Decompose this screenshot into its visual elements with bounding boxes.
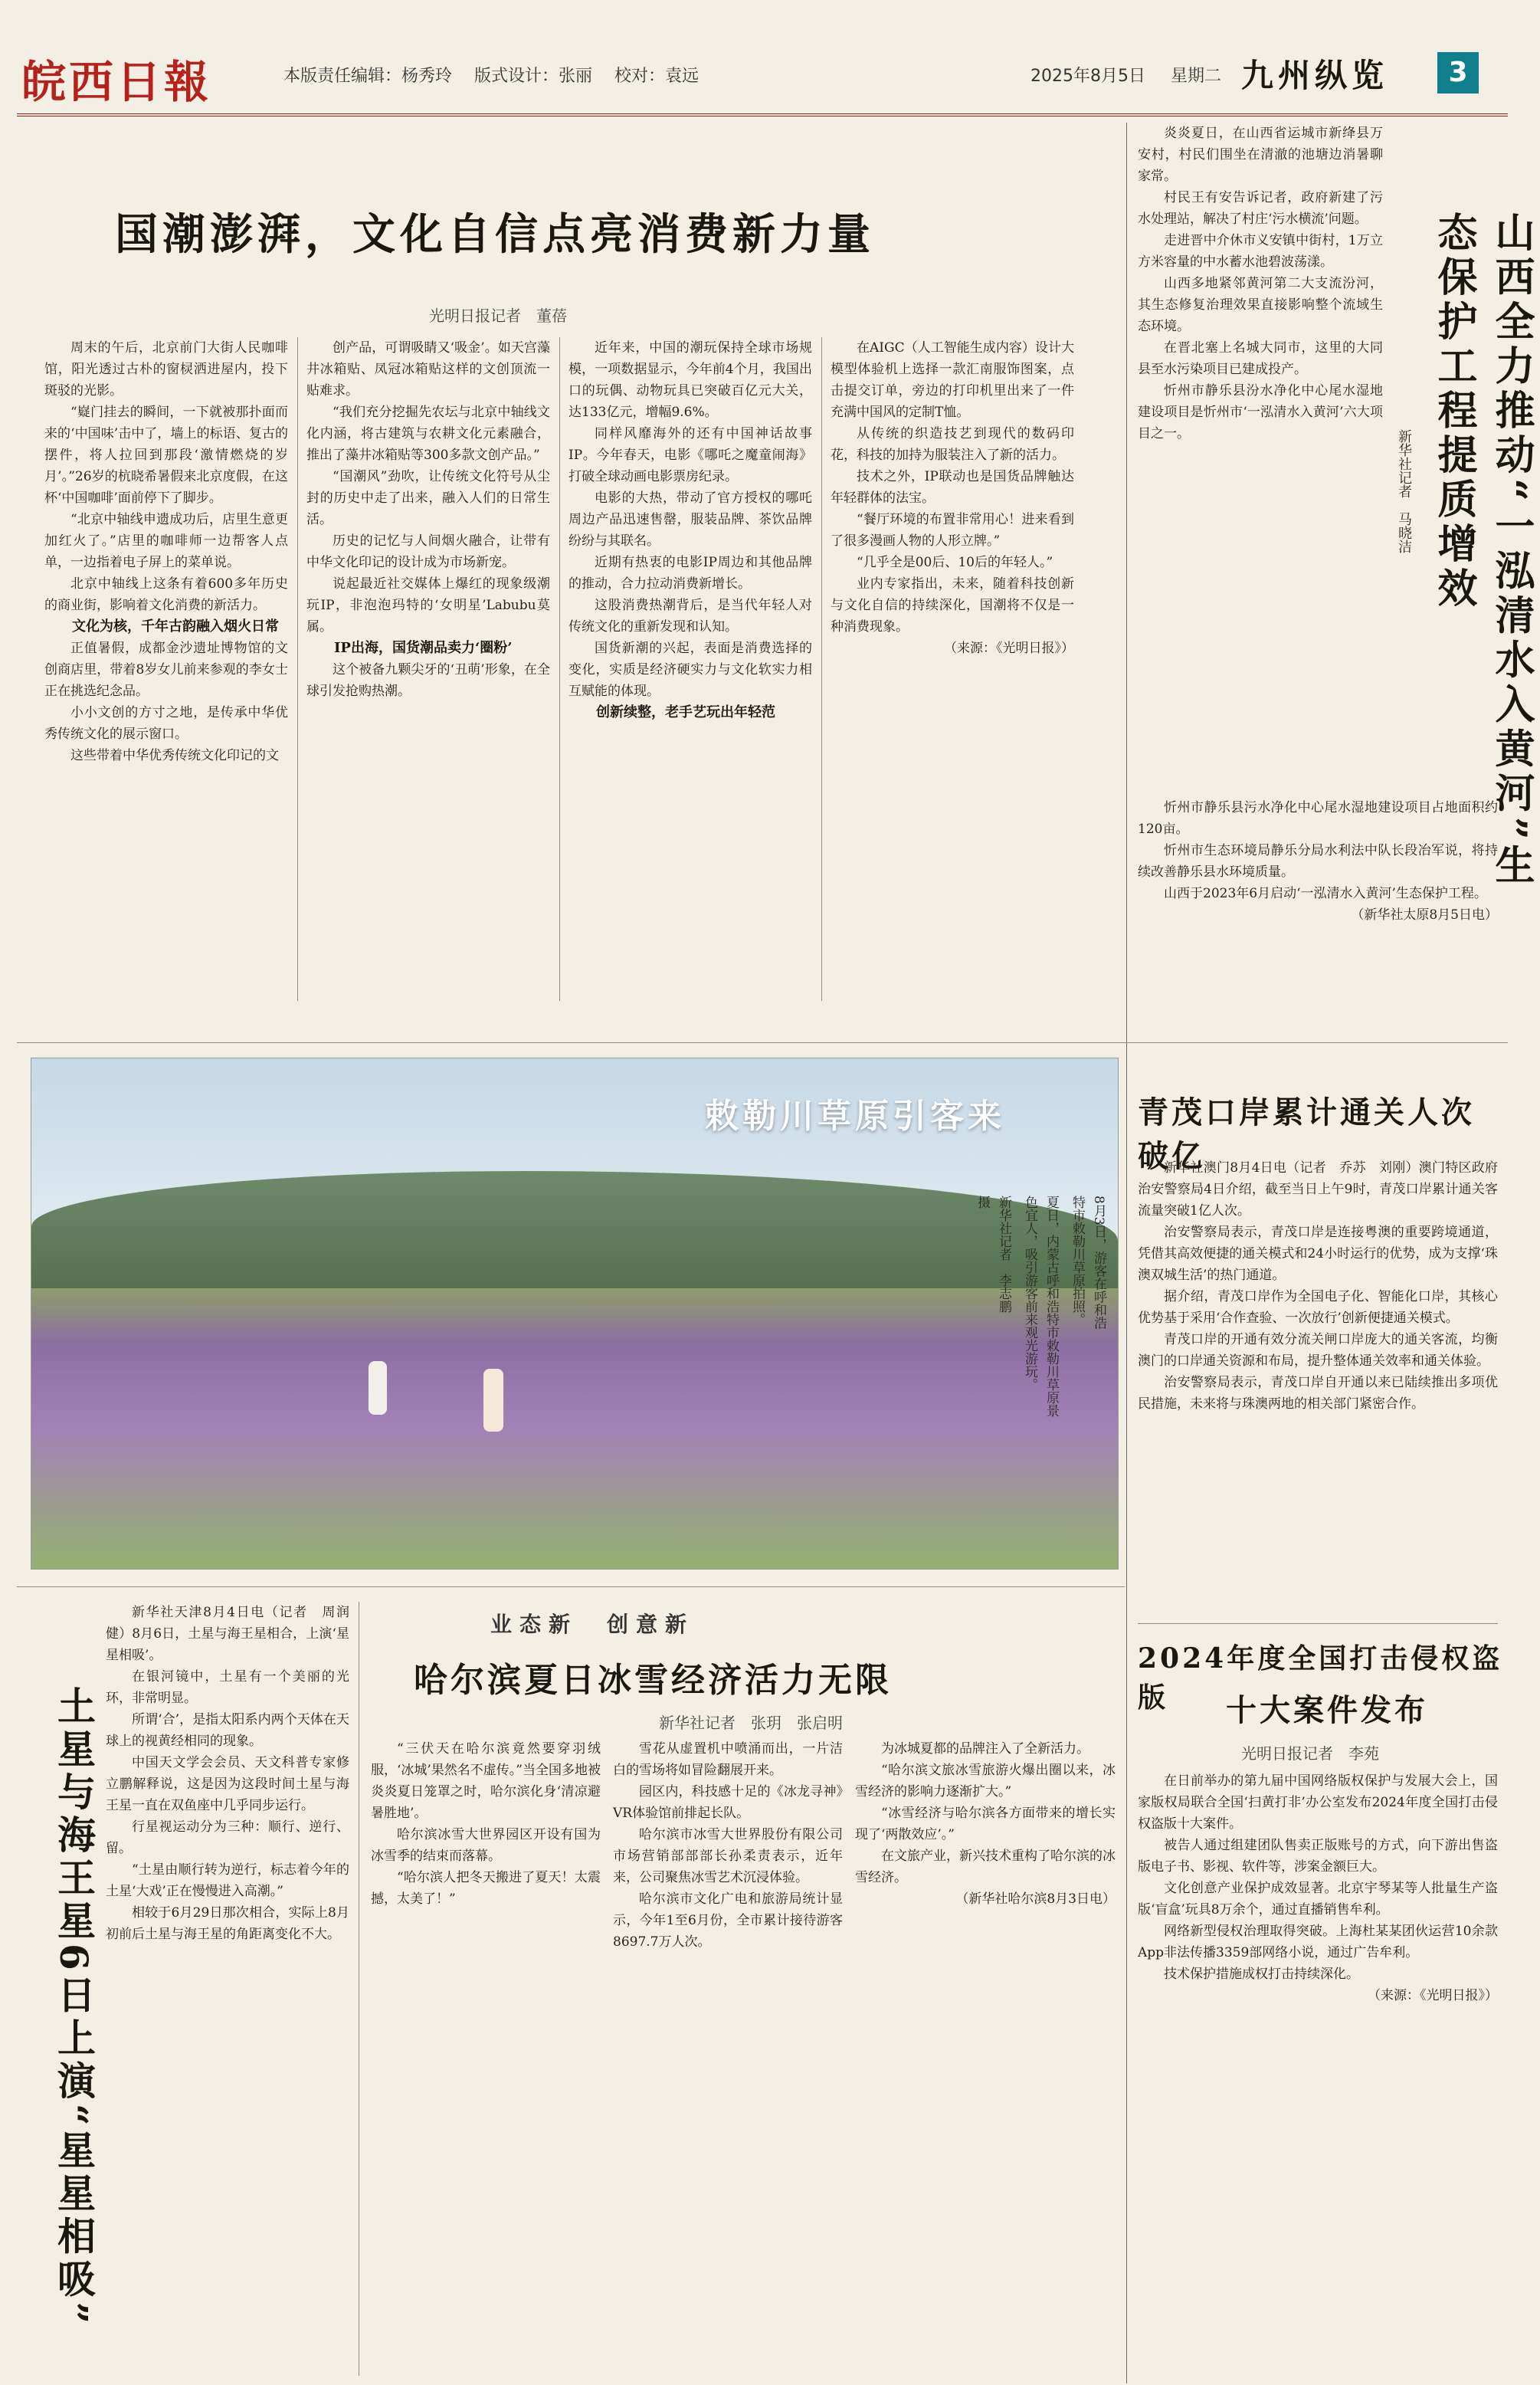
paragraph: 近期有热衷的电影IP周边和其他品牌的推动，合力拉动消费新增长。 bbox=[568, 555, 812, 592]
saturn-body bbox=[106, 1602, 349, 2376]
paragraph: 网络新型侵权治理取得突破。上海杜某某团伙运营10余款App非法传播3359部网络小说，通过广告牟利。 bbox=[1138, 1924, 1498, 1960]
paragraph: “冰雪经济与哈尔滨各方面带来的增长实现了‘两散效应’。” bbox=[855, 1806, 1116, 1842]
paragraph: 正值暑假，成都金沙遗址博物馆的文创商店里，带着8岁女儿前来参观的李女士正在挑选纪念品。 bbox=[44, 641, 288, 699]
paragraph: 小小文创的方寸之地，是传承中华优秀传统文化的展示窗口。 bbox=[44, 705, 288, 742]
photo-caption bbox=[972, 1196, 1109, 1471]
paragraph: 在日前举办的第九届中国网络版权保护与发展大会上，国家版权局联合全国‘扫黄打非’办公室发布2024年度全国打击侵权盗版十大案件。 bbox=[1138, 1773, 1498, 1832]
paragraph: “国潮风”劲吹，让传统文化符号从尘封的历史中走了出来，融入人们的日常生活。 bbox=[306, 469, 550, 527]
paragraph: 技术之外，IP联动也是国货品牌触达年轻群体的法宝。 bbox=[831, 469, 1074, 506]
paragraph: 北京中轴线上这条有着600多年历史的商业街，影响着文化消费的新活力。 bbox=[44, 576, 288, 613]
paragraph: 雪花从虚置机中喷涌而出，一片洁白的雪场将如冒险翻展开来。 bbox=[613, 1741, 843, 1778]
paragraph: 忻州市静乐县汾水净化中心尾水湿地建设项目是忻州市‘一泓清水入黄河’六大项目之一。 bbox=[1138, 383, 1383, 441]
paragraph: 国货新潮的兴起，表面是消费选择的变化，实质是经济硬实力与文化软实力相互赋能的体现。 bbox=[568, 641, 812, 699]
paragraph: 哈尔滨市冰雪大世界股份有限公司市场营销部部部长孙柔责表示，近年来，公司聚焦冰雪艺术沉浸体验。 bbox=[613, 1827, 843, 1885]
layout-credit: 版式设计：张丽 bbox=[474, 67, 593, 86]
paragraph: 在文旅产业，新兴技术重构了哈尔滨的冰雪经济。 bbox=[855, 1849, 1116, 1885]
paragraph: 从传统的织造技艺到现代的数码印花，科技的加持为服装注入了新的活力。 bbox=[831, 426, 1074, 463]
paragraph: 忻州市静乐县污水净化中心尾水湿地建设项目占地面积约120亩。 bbox=[1138, 800, 1498, 837]
paragraph: 业内专家指出，未来，随着科技创新与文化自信的持续深化，国潮将不仅是一种消费现象。 bbox=[831, 576, 1074, 635]
qingmao-headline: 青茂口岸累计通关人次破亿 bbox=[1138, 1094, 1475, 1174]
paragraph: 为冰城夏都的品牌注入了全新活力。 bbox=[881, 1741, 1089, 1757]
lead-byline: 光明日报记者 董蓓 bbox=[429, 307, 567, 325]
paragraph: 忻州市生态环境局静乐分局水利法中队长段冶军说，将持续改善静乐县水环境质量。 bbox=[1138, 843, 1498, 880]
shanxi-column-1 bbox=[1138, 123, 1383, 797]
paragraph: “哈尔滨人把冬天搬进了夏天！太震撼，太美了！” bbox=[371, 1870, 601, 1907]
column-divider bbox=[559, 337, 560, 1001]
paragraph: 哈尔滨冰雪大世界园区开设有国为冰雪季的结束而落幕。 bbox=[371, 1827, 601, 1864]
paragraph: 治安警察局表示，青茂口岸是连接粤澳的重要跨境通道，凭借其高效便捷的通关模式和24小时运行的优势，成为支撑‘珠澳双城生活’的热门通道。 bbox=[1138, 1225, 1498, 1283]
paragraph: 文化创意产业保护成效显著。北京宇琴某等人批量生产盗版‘盲盒’玩具8万余个，通过直播销售牟利。 bbox=[1138, 1881, 1498, 1918]
paragraph: 治安警察局表示，青茂口岸自开通以来已陆续推出多项优民措施，未来将与珠澳两地的相关部门紧密合作。 bbox=[1138, 1375, 1498, 1412]
paragraph: 在银河镜中，土星有一个美丽的光环，非常明显。 bbox=[106, 1669, 349, 1706]
harbin-column-2 bbox=[613, 1738, 843, 2374]
saturn-headline: 土星与海王星6日上演“星星相吸” bbox=[51, 1686, 97, 2329]
horizontal-rule bbox=[17, 1586, 1125, 1587]
column-divider bbox=[821, 337, 822, 1001]
shanxi-byline: 新华社记者 马晓洁 bbox=[1396, 429, 1412, 553]
issue-date: 2025年8月5日 bbox=[1030, 67, 1145, 86]
lead-column-1 bbox=[44, 337, 288, 1001]
section-name: 九州纵览 bbox=[1241, 57, 1389, 94]
paragraph: 新华社天津8月4日电（记者 周润健）8月6日，土星与海王星相合，上演‘星星相吸’。 bbox=[106, 1605, 349, 1663]
piracy-headline-line-2: 十大案件发布 bbox=[1226, 1692, 1428, 1728]
paragraph: 这股消费热潮背后，是当代年轻人对传统文化的重新发现和认知。 bbox=[568, 598, 812, 635]
paragraph: 行星视运动分为三种：顺行、逆行、留。 bbox=[106, 1819, 349, 1856]
paragraph: “三伏天在哈尔滨竟然要穿羽绒服，‘冰城’果然名不虚传。”当全国多地被炎炎夏日笼罩之时，哈尔滨化身‘清凉避暑胜地’。 bbox=[371, 1741, 601, 1821]
subhead: 创新续整，老手艺玩出年轻范 bbox=[596, 704, 775, 720]
proofread-credit: 校对：袁远 bbox=[614, 67, 700, 86]
caption-line: 夏日，内蒙古呼和浩特市敕勒川草原景色宜人，吸引游客前来观光游玩。 bbox=[1022, 1196, 1059, 1417]
paragraph: 创产品，可谓吸睛又‘吸金’。如天宫藻井冰箱贴、凤冠冰箱贴这样的文创顶流一贴难求。 bbox=[306, 340, 550, 399]
harbin-headline: 哈尔滨夏日冰雪经济活力无限 bbox=[414, 1661, 892, 1700]
paragraph: 相较于6月29日那次相合，实际上8月初前后土星与海王星的角距离变化不大。 bbox=[106, 1905, 349, 1942]
subhead: 文化为核，千年古韵融入烟火日常 bbox=[72, 618, 279, 635]
paragraph: 说起最近社交媒体上爆红的现象级潮玩IP，非泡泡玛特的‘女明星’Labubu莫属。 bbox=[306, 576, 550, 635]
lead-column-3 bbox=[568, 337, 812, 1001]
person-figure bbox=[483, 1369, 503, 1432]
paragraph: 中国天文学会会员、天文科普专家修立鹏解释说，这是因为这段时间土星与海王星一直在双鱼座中几乎同步运行。 bbox=[106, 1755, 349, 1813]
photo-flower-field bbox=[31, 1288, 1118, 1569]
lead-headline: 国潮澎湃，文化自信点亮消费新力量 bbox=[115, 209, 875, 260]
paragraph: 近年来，中国的潮玩保持全球市场规模，一项数据显示，今年前4个月，我国出口的玩偶、动物玩具已突破百亿元大关，达133亿元，增幅9.6%。 bbox=[568, 340, 812, 420]
issue-weekday: 星期二 bbox=[1170, 67, 1221, 86]
dateline bbox=[1030, 63, 1241, 87]
paragraph: 在晋北塞上名城大同市，这里的大同县至水污染项目已建成投产。 bbox=[1138, 340, 1383, 377]
piracy-headline-line-1: 2024年度全国打击侵权盗版 bbox=[1138, 1642, 1503, 1714]
paragraph: 这些带着中华优秀传统文化印记的文 bbox=[70, 748, 279, 763]
page-number-badge: 3 bbox=[1437, 52, 1479, 93]
paragraph: 山西于2023年6月启动‘一泓清水入黄河’生态保护工程。 bbox=[1164, 886, 1487, 901]
person-figure bbox=[369, 1361, 387, 1415]
source-note: （新华社哈尔滨8月3日电） bbox=[955, 1891, 1116, 1907]
paragraph: 在AIGC（人工智能生成内容）设计大模型体验机上选择一款汇南服饰图案，点击提交订单，旁边的打印机里出来了一件充满中国风的定制T恤。 bbox=[831, 340, 1074, 420]
lead-column-4 bbox=[831, 337, 1074, 1001]
region-divider bbox=[1126, 123, 1127, 2383]
column-divider bbox=[297, 337, 298, 1001]
qingmao-body bbox=[1138, 1157, 1498, 1609]
editor-credit: 本版责任编辑：杨秀玲 bbox=[283, 67, 453, 86]
paragraph: 据介绍，青茂口岸作为全国电子化、智能化口岸，其核心优势基于采用‘合作查验、一次放行’创新便捷通关模式。 bbox=[1138, 1289, 1498, 1326]
harbin-kicker: 业态新 创意新 bbox=[490, 1612, 695, 1637]
paragraph: “我们充分挖掘先农坛与北京中轴线文化内涵，将古建筑与农耕文化元素融合，推出了藻井冰箱贴等300多款文创产品。” bbox=[306, 405, 550, 463]
photo-headline: 敕勒川草原引客来 bbox=[705, 1097, 1005, 1136]
horizontal-rule bbox=[17, 1042, 1508, 1043]
paragraph: 村民王有安告诉记者，政府新建了污水处理站，解决了村庄‘污水横流’问题。 bbox=[1138, 190, 1383, 227]
paragraph: 山西多地紧邻黄河第二大支流汾河，其生态修复治理效果直接影响整个流域生态环境。 bbox=[1138, 276, 1383, 334]
paragraph: 技术保护措施成权打击持续深化。 bbox=[1164, 1967, 1359, 1982]
shanxi-headline: 山西全力推动“一泓清水入黄河”生态保护工程提质增效 bbox=[1430, 212, 1535, 889]
subhead: IP出海，国货潮品卖力‘圈粉’ bbox=[334, 640, 513, 656]
paragraph: “餐厅环境的布置非常用心！进来看到了很多漫画人物的人形立牌。” bbox=[831, 512, 1074, 549]
harbin-column-1 bbox=[371, 1738, 601, 2374]
source-note: （新华社太原8月5日电） bbox=[1351, 907, 1498, 923]
caption-credit: 新华社记者 李志鹏 摄 bbox=[975, 1196, 1011, 1326]
caption-line: 8月3日，游客在呼和浩特市敕勒川草原拍照。 bbox=[1070, 1196, 1106, 1330]
piracy-byline: 光明日报记者 李苑 bbox=[1241, 1744, 1379, 1763]
source-note: （来源：《光明日报》） bbox=[944, 641, 1074, 656]
paragraph: 炎炎夏日，在山西省运城市新绛县万安村，村民们围坐在清澈的池塘边消暑聊家常。 bbox=[1138, 126, 1383, 184]
paragraph: 哈尔滨市文化广电和旅游局统计显示，今年1至6月份，全市累计接待游客8697.7万人次。 bbox=[613, 1891, 843, 1950]
paragraph: 历史的记忆与人间烟火融合，让带有中华文化印记的设计成为市场新宠。 bbox=[306, 533, 550, 570]
harbin-column-3 bbox=[855, 1738, 1116, 2374]
paragraph: 周末的午后，北京前门大街人民咖啡馆，阳光透过古朴的窗棂洒进屋内，投下斑驳的光影。 bbox=[44, 340, 288, 399]
paragraph: 电影的大热，带动了官方授权的哪吒周边产品迅速售罄，服装品牌、茶饮品牌纷纷与其联名。 bbox=[568, 490, 812, 549]
paragraph: “嶷门挂去的瞬间，一下就被那扑面而来的‘中国味’击中了，墙上的标语、复古的摆件，将人拉回到那段‘激情燃烧的岁月’。”26岁的杭晓希暑假来北京度假，在这杯‘中国咖啡’面前停下了脚步。 bbox=[44, 405, 288, 506]
paragraph: “土星由顺行转为逆行，标志着今年的土星‘大戏’正在慢慢进入高潮。” bbox=[106, 1862, 349, 1899]
paragraph: 所谓‘合’，是指太阳系内两个天体在天球上的视黄经相同的现象。 bbox=[106, 1712, 349, 1749]
paragraph: 走进晋中介休市义安镇中街村，1万立方米容量的中水蓄水池碧波荡漾。 bbox=[1138, 233, 1383, 270]
harbin-byline: 新华社记者 张玥 张启明 bbox=[659, 1714, 843, 1732]
paragraph: “几乎全是00后、10后的年轻人。” bbox=[857, 555, 1053, 570]
paragraph: 青茂口岸的开通有效分流关闸口岸庞大的通关客流，均衡澳门的口岸通关资源和布局，提升整体通关效率和通关体验。 bbox=[1138, 1332, 1498, 1369]
paragraph: 同样风靡海外的还有中国神话故事IP。今年春天，电影《哪吒之魔童闹海》打破全球动画电影票房纪录。 bbox=[568, 426, 812, 484]
horizontal-rule bbox=[1138, 1623, 1498, 1624]
paragraph: 被告人通过组建团队售卖正版账号的方式，向下游出售盗版电子书、影视、软件等，涉案金额巨大。 bbox=[1138, 1838, 1498, 1875]
piracy-body bbox=[1138, 1770, 1498, 2376]
lead-column-2 bbox=[306, 337, 550, 1001]
paragraph: “北京中轴线申遗成功后，店里生意更加红火了。”店里的咖啡师一边帮客人点单，一边指着电子屏上的菜单说。 bbox=[44, 512, 288, 570]
paragraph: 新华社澳门8月4日电（记者 乔苏 刘刚）澳门特区政府治安警察局4日介绍，截至当日上午9时，青茂口岸累计通关客流量突破1亿人次。 bbox=[1138, 1160, 1498, 1219]
editors-line bbox=[283, 63, 716, 87]
paragraph: 这个被备九颗尖牙的‘丑萌’形象，在全球引发抢购热潮。 bbox=[306, 662, 550, 699]
source-note: （来源：《光明日报》） bbox=[1368, 1988, 1498, 2003]
newspaper-logo: 皖西日報 bbox=[21, 56, 212, 108]
paragraph: 园区内，科技感十足的《冰龙寻神》VR体验馆前排起长队。 bbox=[613, 1784, 843, 1821]
shanxi-column-2 bbox=[1138, 797, 1498, 1027]
paragraph: “哈尔滨文旅冰雪旅游火爆出圈以来，冰雪经济的影响力逐渐扩大。” bbox=[855, 1763, 1116, 1799]
